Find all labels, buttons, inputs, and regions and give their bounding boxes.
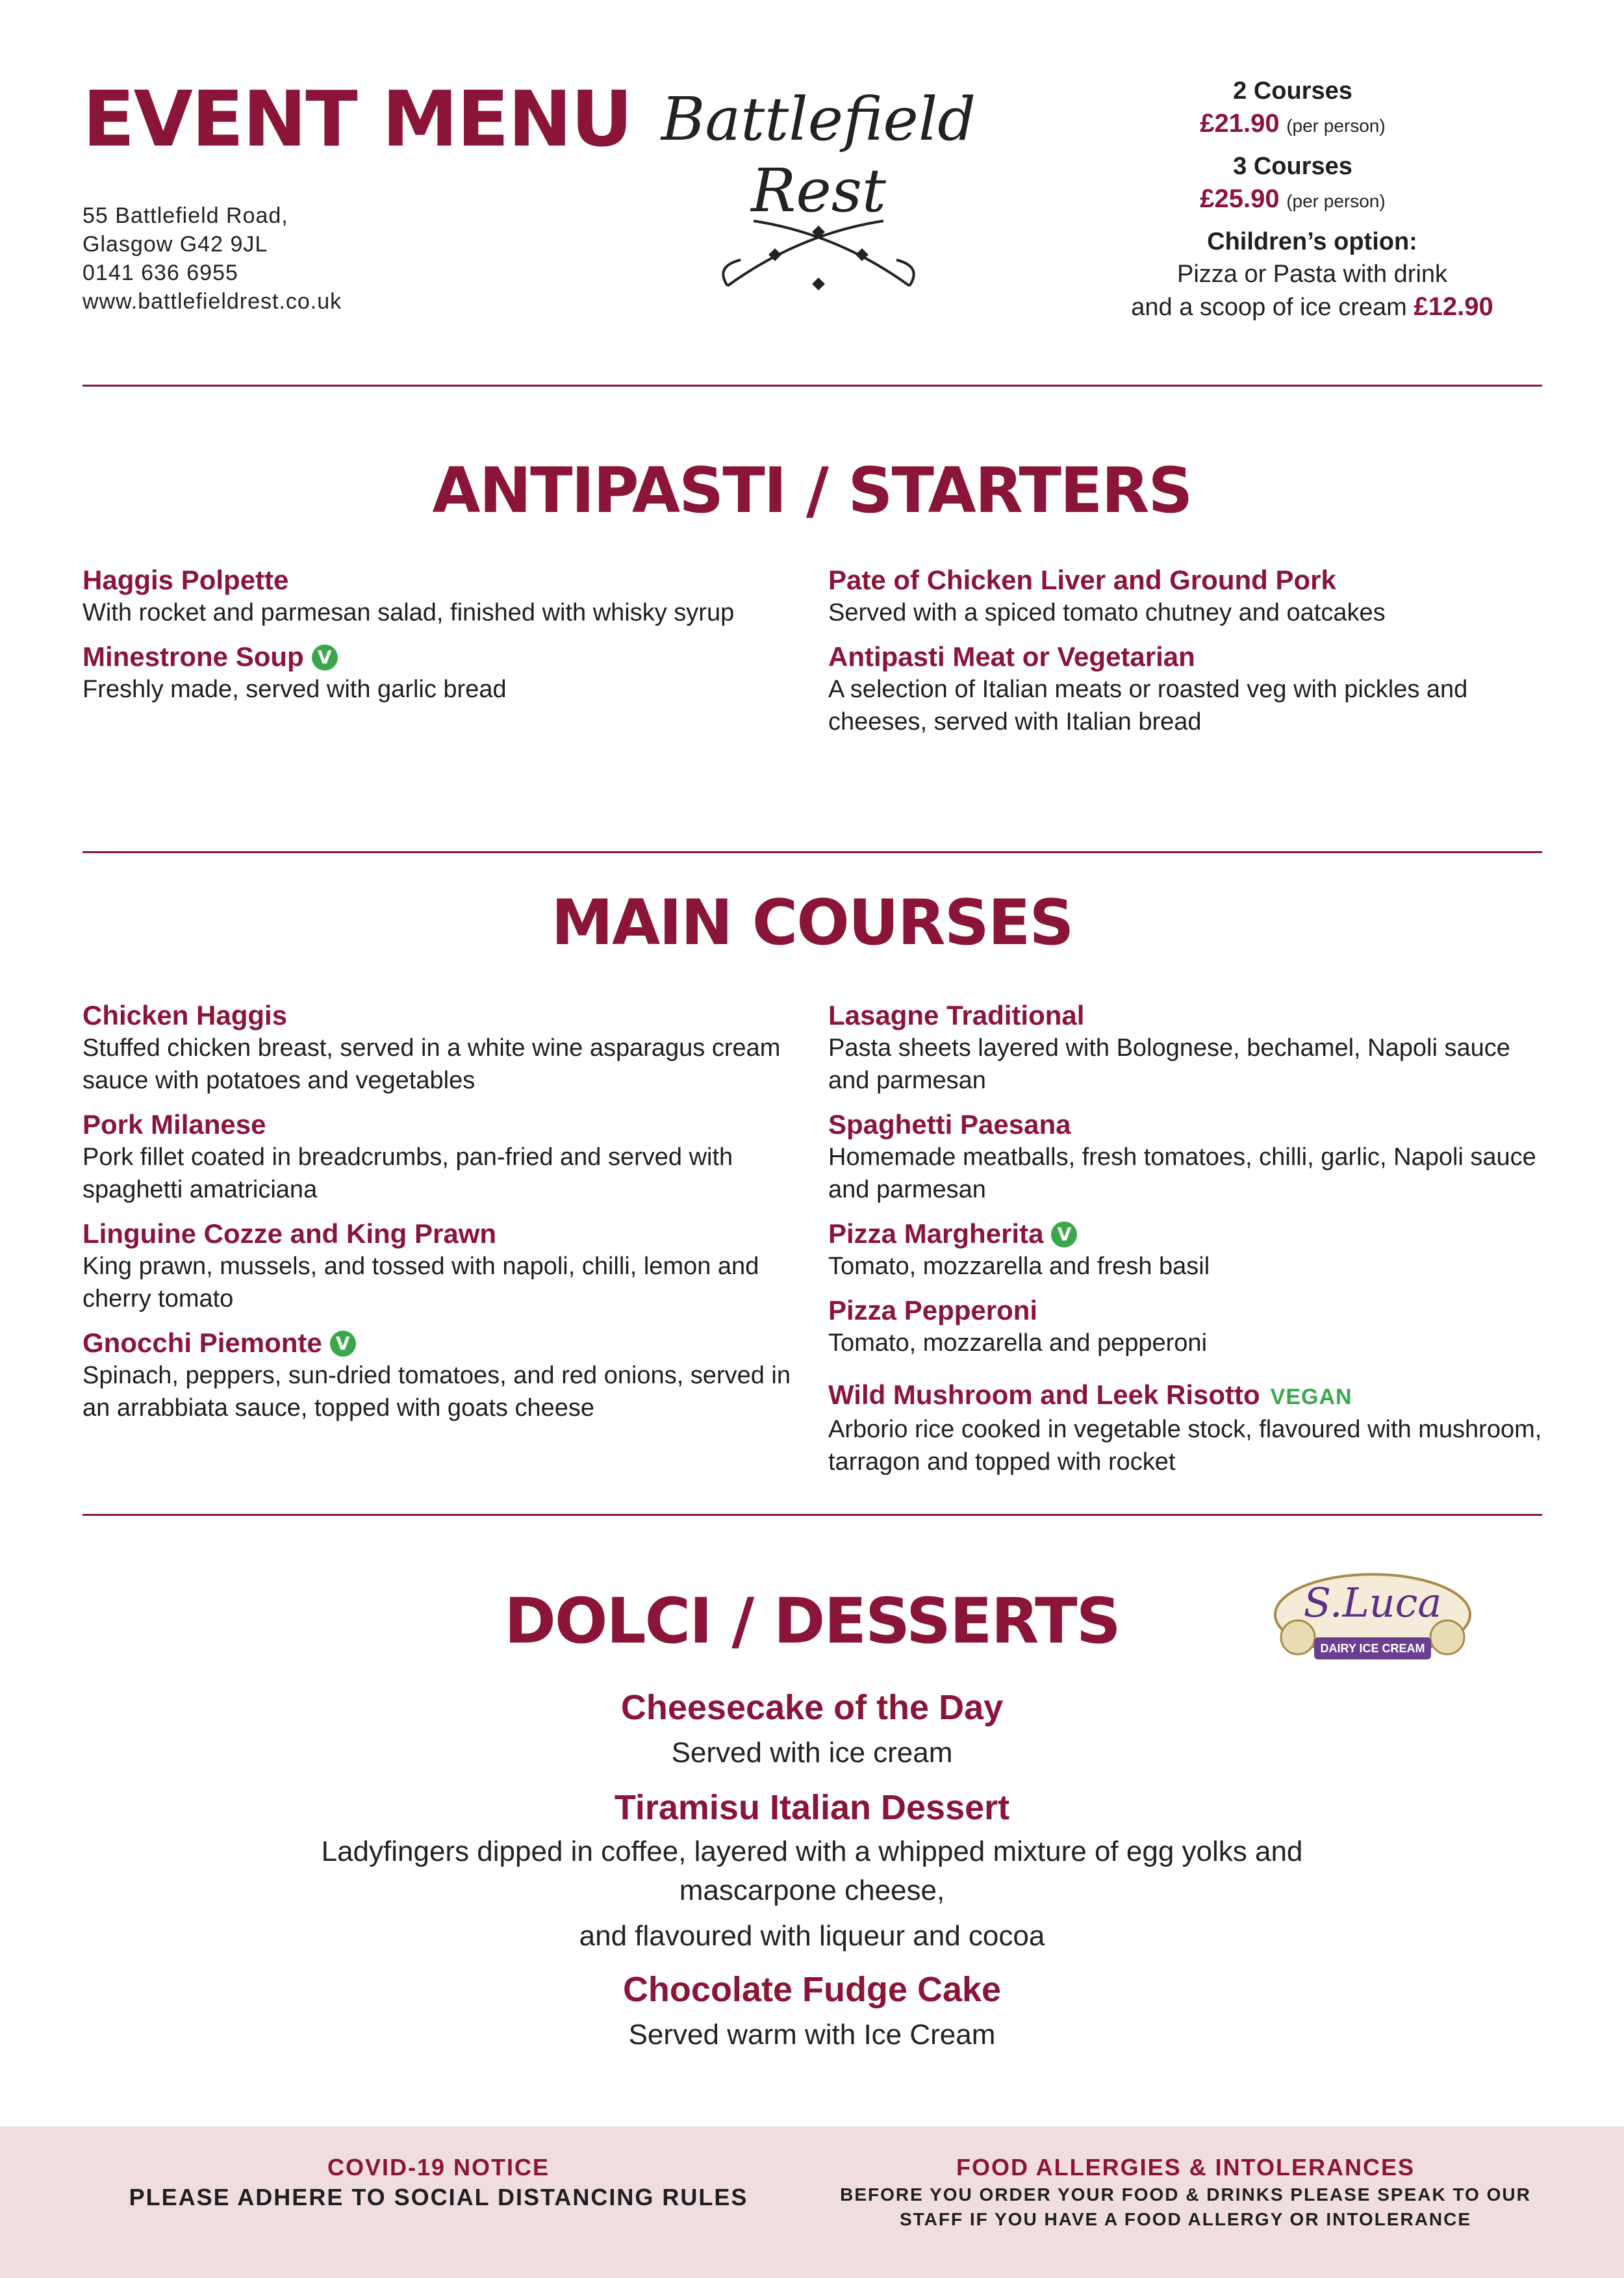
menu-item-name: Linguine Cozze and King Prawn bbox=[82, 1218, 497, 1249]
menu-item bbox=[82, 1218, 797, 1315]
desserts-heading: DOLCI / DESSERTS bbox=[504, 1585, 1120, 1657]
menu-item-desc: Pasta sheets layered with Bolognese, bechamel, Napoli sauce and parmesan bbox=[828, 1034, 1510, 1094]
dessert-name: Cheesecake of the Day bbox=[620, 1688, 1004, 1727]
dessert-desc: mascarpone cheese, bbox=[679, 1875, 945, 1906]
menu-item-desc: Pork fillet coated in breadcrumbs, pan-fried and served with spaghetti amatriciana bbox=[82, 1144, 733, 1203]
menu-item-name: Spaghetti Paesana bbox=[828, 1109, 1071, 1140]
desserts-list bbox=[0, 1683, 1624, 2056]
divider bbox=[82, 1514, 1542, 1516]
s-luca-logo-text: S.Luca bbox=[1303, 1579, 1442, 1626]
dessert-name: Chocolate Fudge Cake bbox=[622, 1970, 1002, 2009]
phone-number: 0141 636 6955 bbox=[82, 261, 238, 285]
starters-right-column bbox=[828, 564, 1543, 750]
footer-band bbox=[0, 2127, 1624, 2278]
svg-text:Battlefield: Battlefield bbox=[661, 84, 976, 154]
menu-item-name: Haggis Polpette bbox=[82, 565, 289, 595]
menu-item-desc: Stuffed chicken breast, served in a white wine asparagus cream sauce with potatoes and vegetables bbox=[82, 1034, 781, 1094]
menu-item-name: Chicken Haggis bbox=[82, 1000, 288, 1030]
restaurant-logo bbox=[643, 71, 994, 305]
starters-left-column bbox=[82, 564, 765, 717]
covid-notice-text: PLEASE ADHERE TO SOCIAL DISTANCING RULES bbox=[129, 2184, 748, 2210]
allergy-notice-text: STAFF IF YOU HAVE A FOOD ALLERGY OR INTOLERANCE bbox=[899, 2209, 1472, 2229]
dessert-desc: and flavoured with liqueur and cocoa bbox=[579, 1920, 1045, 1952]
per-person-note: (per person) bbox=[1286, 116, 1386, 136]
vegetarian-icon: V bbox=[330, 1331, 356, 1357]
mains-right-column bbox=[828, 999, 1543, 1490]
menu-item bbox=[82, 1108, 797, 1206]
dessert-item bbox=[0, 1783, 1624, 1956]
menu-item-name: Pizza Pepperoni bbox=[828, 1295, 1038, 1325]
two-courses-label: 2 Courses bbox=[1233, 77, 1352, 105]
menu-item-name: Pate of Chicken Liver and Ground Pork bbox=[828, 565, 1336, 595]
menu-item-desc: A selection of Italian meats or roasted veg with pickles and cheeses, served with Italian bread bbox=[828, 676, 1468, 736]
children-option-text: and a scoop of ice cream bbox=[1131, 294, 1407, 321]
menu-item bbox=[828, 641, 1543, 738]
menu-item-desc: Tomato, mozzarella and pepperoni bbox=[828, 1329, 1208, 1357]
children-option-label: Children’s option: bbox=[1207, 228, 1417, 255]
menu-item bbox=[828, 1294, 1543, 1359]
menu-item bbox=[82, 641, 765, 706]
svg-text:Rest: Rest bbox=[751, 156, 886, 225]
menu-item bbox=[828, 999, 1543, 1097]
menu-item bbox=[82, 999, 797, 1097]
per-person-note: (per person) bbox=[1286, 191, 1386, 211]
menu-item-name: Pizza Margherita bbox=[828, 1218, 1044, 1249]
menu-item-name: Gnocchi Piemonte bbox=[82, 1327, 322, 1358]
menu-item-desc: Tomato, mozzarella and fresh basil bbox=[828, 1253, 1210, 1280]
pricing-block bbox=[1078, 75, 1546, 324]
dessert-desc: Served with ice cream bbox=[671, 1737, 953, 1769]
menu-item-desc: With rocket and parmesan salad, finished with whisky syrup bbox=[82, 599, 735, 626]
menu-item bbox=[828, 564, 1543, 629]
menu-item-name: Wild Mushroom and Leek Risotto bbox=[828, 1379, 1260, 1410]
vegetarian-icon: V bbox=[1051, 1222, 1077, 1248]
dessert-item bbox=[0, 1683, 1624, 1774]
menu-item bbox=[828, 1108, 1543, 1206]
three-courses-price: £25.90 bbox=[1200, 185, 1280, 213]
starters-heading: ANTIPASTI / STARTERS bbox=[432, 454, 1192, 527]
mains-left-column bbox=[82, 999, 797, 1436]
dessert-name: Tiramisu Italian Dessert bbox=[614, 1788, 1010, 1827]
dessert-desc: Served warm with Ice Cream bbox=[628, 2019, 996, 2051]
divider bbox=[82, 385, 1542, 387]
menu-item bbox=[82, 564, 765, 629]
s-luca-logo-subtext: DAIRY ICE CREAM bbox=[1320, 1642, 1425, 1655]
vegetarian-icon: V bbox=[312, 645, 338, 671]
vegan-badge: VEGAN bbox=[1270, 1385, 1352, 1409]
menu-item-desc: Homemade meatballs, fresh tomatoes, chilli, garlic, Napoli sauce and parmesan bbox=[828, 1144, 1536, 1203]
address-line: Glasgow G42 9JL bbox=[82, 232, 268, 257]
children-price: £12.90 bbox=[1414, 292, 1493, 321]
allergy-notice-text: BEFORE YOU ORDER YOUR FOOD & DRINKS PLEASE SPEAK TO OUR bbox=[840, 2184, 1531, 2205]
allergy-notice-title: FOOD ALLERGIES & INTOLERANCES bbox=[956, 2154, 1415, 2181]
covid-notice-title: COVID-19 NOTICE bbox=[327, 2154, 550, 2181]
page-title: EVENT MENU bbox=[82, 74, 632, 164]
s-luca-logo bbox=[1265, 1566, 1480, 1670]
menu-item-desc: Freshly made, served with garlic bread bbox=[82, 676, 507, 703]
menu-item-desc: Spinach, peppers, sun-dried tomatoes, and red onions, served in an arrabbiata sauce, topped with goats cheese bbox=[82, 1362, 791, 1422]
menu-item bbox=[828, 1218, 1543, 1283]
dessert-item bbox=[0, 1965, 1624, 2056]
menu-item-desc: Served with a spiced tomato chutney and oatcakes bbox=[828, 599, 1386, 626]
menu-item-name: Antipasti Meat or Vegetarian bbox=[828, 641, 1195, 672]
dessert-desc: Ladyfingers dipped in coffee, layered with a whipped mixture of egg yolks and bbox=[321, 1836, 1303, 1867]
divider bbox=[82, 851, 1542, 853]
two-courses-price: £21.90 bbox=[1200, 109, 1280, 138]
menu-item-name: Lasagne Traditional bbox=[828, 1000, 1085, 1030]
allergy-notice bbox=[818, 2153, 1553, 2232]
covid-notice bbox=[97, 2153, 780, 2212]
menu-item bbox=[82, 1327, 797, 1424]
website-link[interactable]: www.battlefieldrest.co.uk bbox=[82, 289, 342, 314]
address-line: 55 Battlefield Road, bbox=[82, 203, 288, 228]
menu-item-name: Minestrone Soup bbox=[82, 641, 304, 672]
mains-heading: MAIN COURSES bbox=[551, 886, 1073, 959]
three-courses-label: 3 Courses bbox=[1233, 153, 1352, 180]
menu-item bbox=[828, 1379, 1543, 1478]
address-block bbox=[82, 201, 342, 316]
children-option-text: Pizza or Pasta with drink bbox=[1176, 261, 1448, 288]
menu-item-desc: King prawn, mussels, and tossed with napoli, chilli, lemon and cherry tomato bbox=[82, 1253, 759, 1312]
menu-item-desc: Arborio rice cooked in vegetable stock, flavoured with mushroom, tarragon and topped with rocket bbox=[828, 1416, 1542, 1476]
menu-item-name: Pork Milanese bbox=[82, 1109, 266, 1140]
